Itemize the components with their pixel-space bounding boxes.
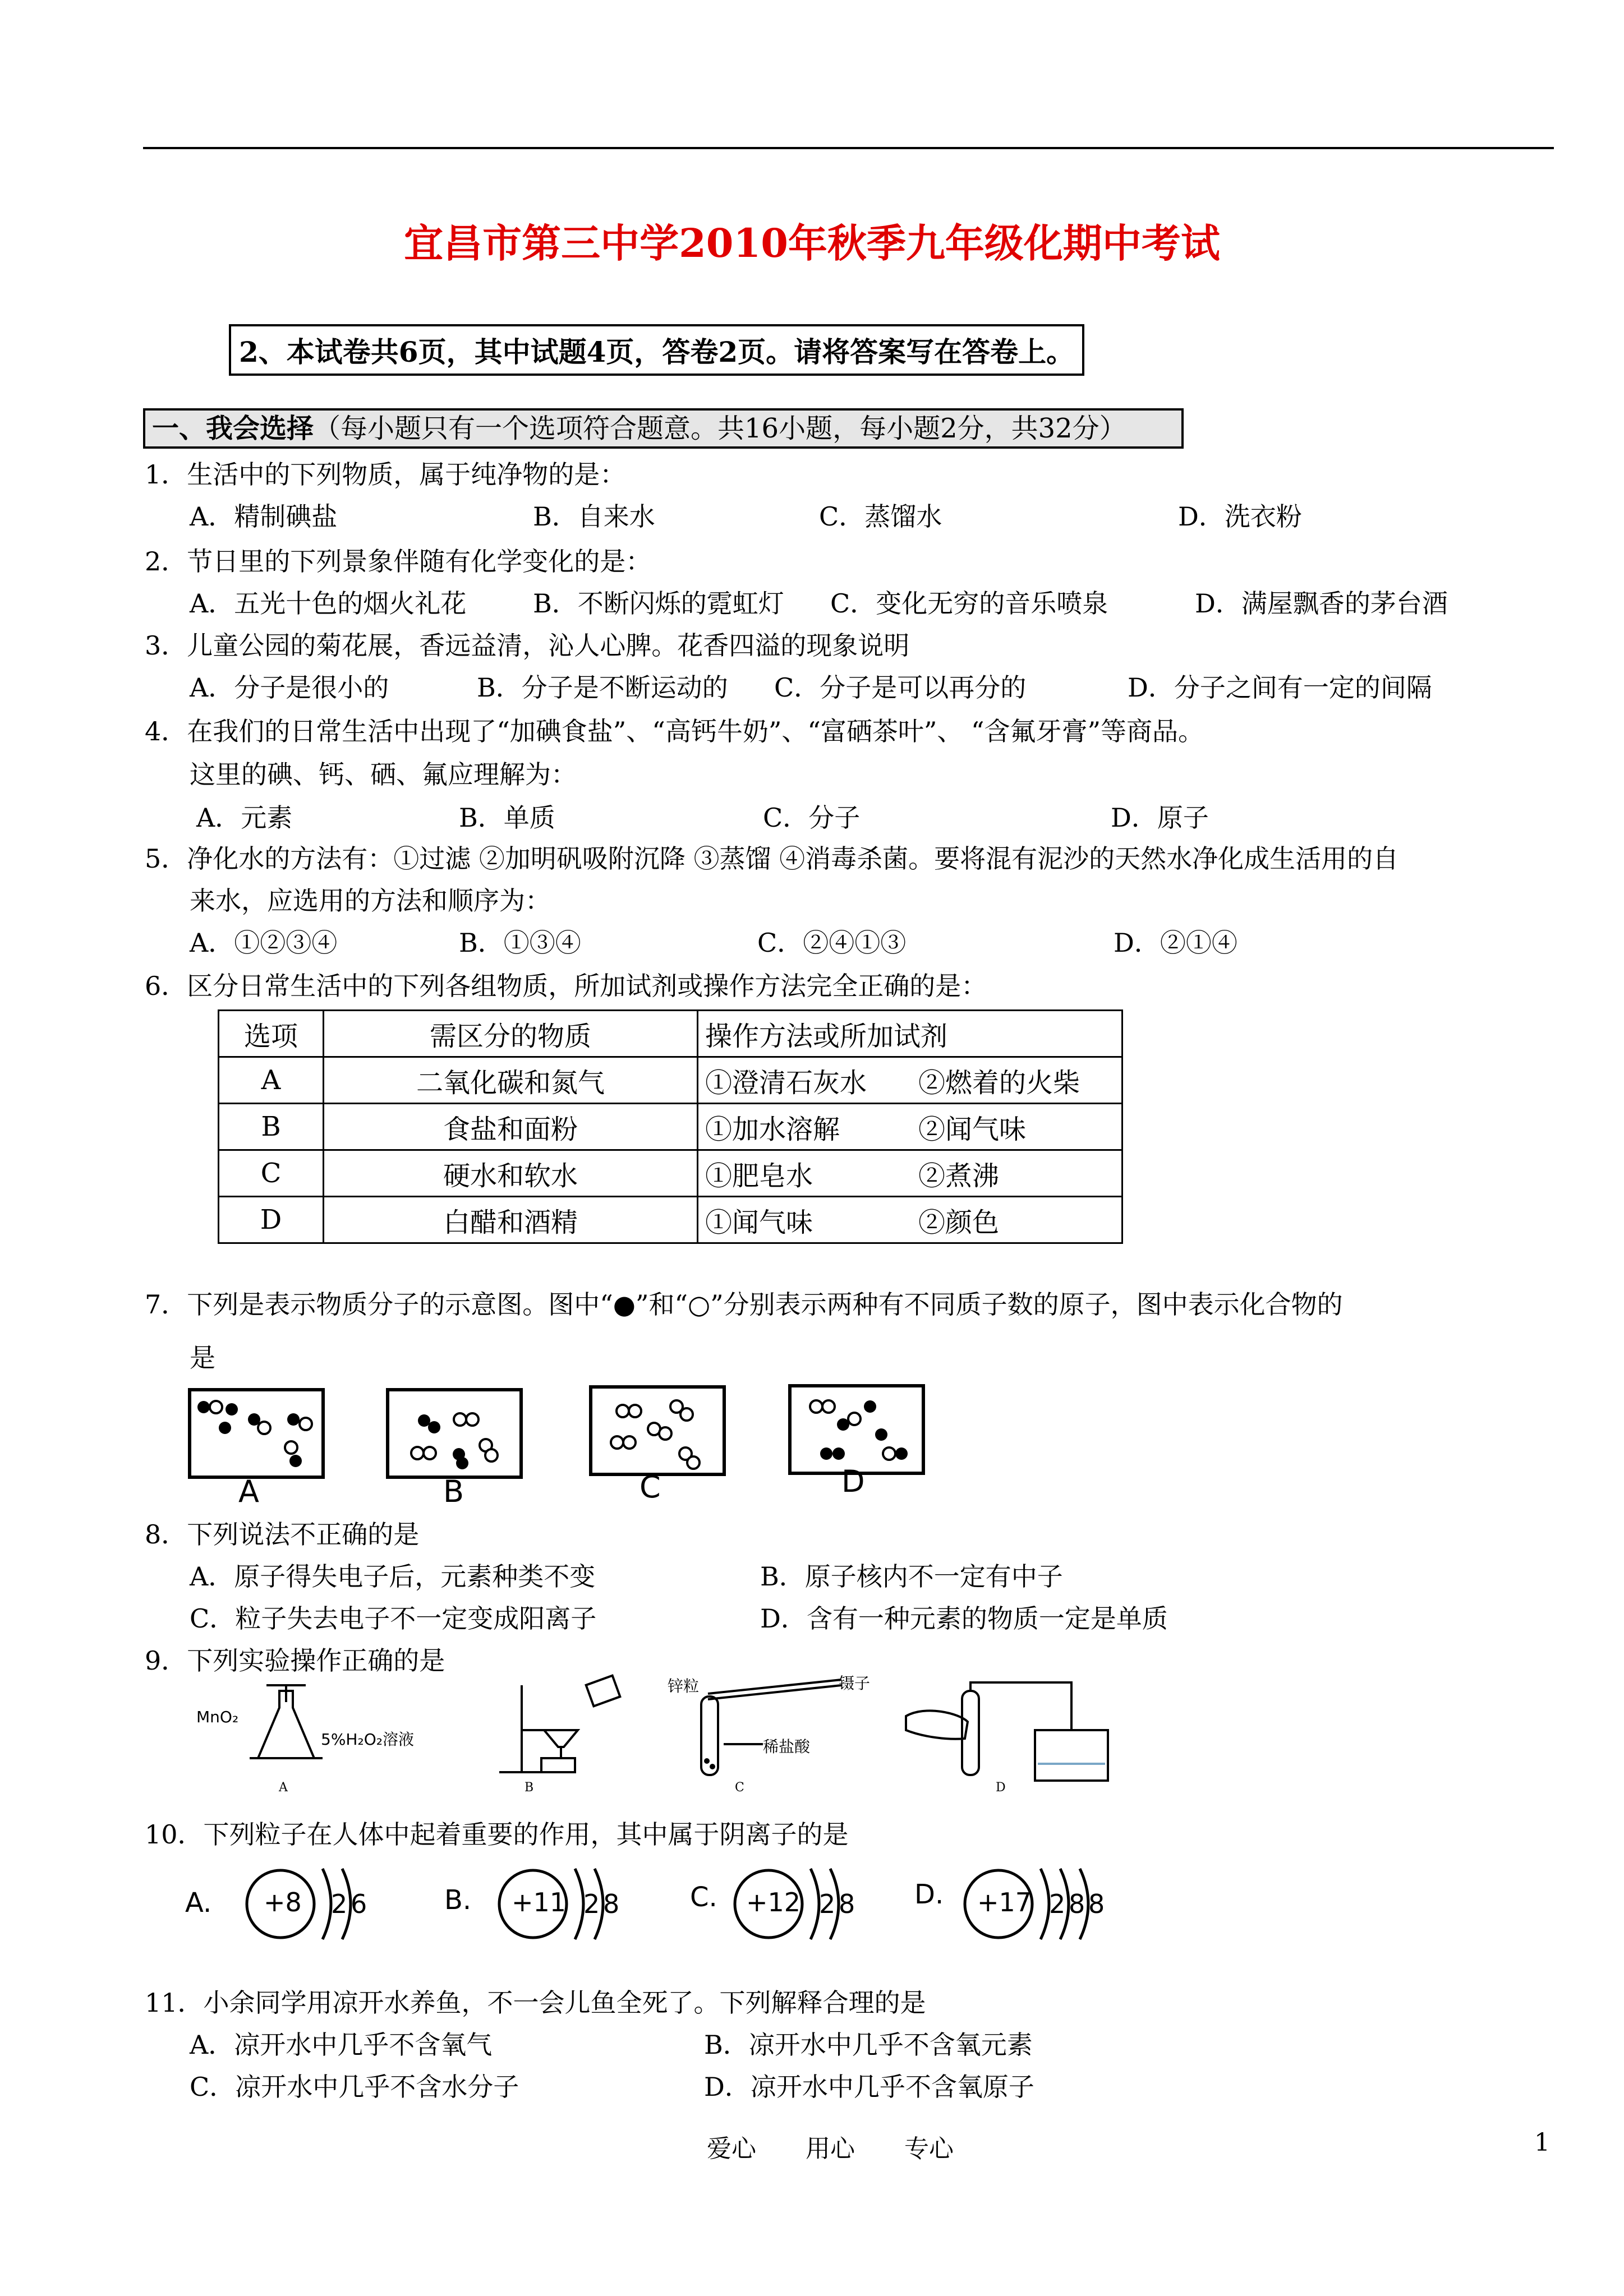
method-2: ②颜色 (918, 1206, 1000, 1238)
question-2-option-c: C．变化无穷的音乐喷泉 (830, 588, 1108, 619)
acid-label: 稀盐酸 (763, 1737, 811, 1756)
method-1: ①澄清石灰水 (705, 1067, 867, 1099)
question-2-option-a: A．五光十色的烟火礼花 (190, 588, 467, 619)
shell-b-2: 8 (603, 1889, 620, 1919)
table-cell-substances: 硬水和软水 (324, 1150, 698, 1197)
question-11-option-d: D．凉开水中几乎不含氧原子 (704, 2072, 1034, 2102)
atom-structures (185, 1862, 1167, 1946)
table-row (219, 1057, 1122, 1104)
footer-motto: 爱心 用心 专心 (707, 2134, 954, 2163)
molecule-diagram-c (589, 1385, 726, 1476)
table-cell-methods (698, 1150, 1122, 1197)
table-row (219, 1150, 1122, 1197)
tongs-label: 镊子 (839, 1674, 871, 1693)
mno2-label: MnO₂ (196, 1708, 239, 1726)
h2o2-label: 5%H₂O₂溶液 (321, 1730, 414, 1749)
molecule-diagram-c-svg (592, 1389, 723, 1473)
shell-a-2: 6 (351, 1889, 367, 1919)
question-2-option-d: D．满屋飘香的茅台酒 (1195, 588, 1448, 619)
section-heading (143, 408, 1184, 449)
molecule-label-d: D (841, 1464, 865, 1499)
shell-d-1: 2 (1049, 1889, 1066, 1919)
nucleus-c: +12 (746, 1887, 801, 1917)
table-row (219, 1104, 1122, 1150)
header-rule (143, 147, 1554, 149)
question-2-stem: 2．节日里的下列景象伴随有化学变化的是： (145, 546, 652, 577)
question-6-stem: 6．区分日常生活中的下列各组物质，所加试剂或操作方法完全正确的是： (145, 971, 987, 1001)
table-cell-methods (698, 1197, 1122, 1243)
exam-notice-box: 2、本试卷共6页，其中试题4页，答卷2页。请将答案写在答卷上。 (229, 324, 1084, 376)
shell-c-1: 2 (819, 1889, 836, 1919)
table-header-cell: 操作方法或所加试剂 (698, 1011, 1122, 1057)
question-5-option-a: A．①②③④ (190, 928, 338, 958)
table-cell-option: A (219, 1057, 324, 1104)
question-5-option-b: B．①③④ (459, 928, 581, 958)
page-title: 宜昌市第三中学2010年秋季九年级化期中考试 (404, 220, 1220, 266)
question-3-option-c: C．分子是可以再分的 (774, 672, 1027, 703)
molecule-diagram-d (788, 1384, 925, 1475)
question-7-stem-line1: 7．下列是表示物质分子的示意图。图中“●”和“○”分别表示两种有不同质子数的原子，图中表示化合物的 (145, 1289, 1343, 1320)
question-3-stem: 3．儿童公园的菊花展，香远益清，沁人心脾。花香四溢的现象说明 (145, 630, 910, 661)
molecule-diagram-b (386, 1388, 523, 1479)
molecule-diagram-d-svg (792, 1387, 922, 1472)
figure-label-a: A (279, 1781, 288, 1795)
molecule-diagram-a (188, 1388, 325, 1479)
molecule-label-c: C (640, 1469, 661, 1505)
method-1: ①肥皂水 (705, 1160, 813, 1192)
question-4-option-b: B．单质 (459, 803, 555, 833)
nucleus-d: +17 (977, 1887, 1032, 1917)
table-cell-option: D (219, 1197, 324, 1243)
question-4-option-d: D．原子 (1111, 803, 1209, 833)
question-4-option-a: A．元素 (196, 803, 293, 833)
question-11-stem: 11．小余同学用凉开水养鱼，不一会儿鱼全死了。下列解释合理的是 (145, 1988, 926, 2018)
molecule-label-b: B (443, 1474, 464, 1509)
shell-c-2: 8 (839, 1889, 855, 1919)
shell-a-1: 2 (331, 1889, 348, 1919)
question-11-option-a: A．凉开水中几乎不含氧气 (190, 2030, 493, 2060)
table-cell-methods (698, 1104, 1122, 1150)
method-2: ②闻气味 (918, 1113, 1027, 1145)
table-cell-substances: 食盐和面粉 (324, 1104, 698, 1150)
table-header-cell: 需区分的物质 (324, 1011, 698, 1057)
question-4-stem-line1: 4．在我们的日常生活中出现了“加碘食盐”、“高钙牛奶”、“富硒茶叶”、 “含氟牙膏”等商品。 (145, 716, 1204, 746)
lab-figures (196, 1674, 1234, 1797)
method-1: ①闻气味 (705, 1206, 813, 1238)
question-5-option-d: D．②①④ (1114, 928, 1237, 958)
question-1-option-c: C．蒸馏水 (819, 501, 942, 532)
question-8-option-c: C．粒子失去电子不一定变成阳离子 (190, 1603, 597, 1634)
section-description: （每小题只有一个选项符合题意。共16小题，每小题2分，共32分） (314, 413, 1126, 444)
question-3-option-b: B．分子是不断运动的 (477, 672, 728, 703)
question-8-option-d: D．含有一种元素的物质一定是单质 (760, 1603, 1168, 1634)
question-7-stem-line2: 是 (190, 1343, 215, 1373)
question-11-option-b: B．凉开水中几乎不含氧元素 (704, 2030, 1033, 2060)
question-4-option-c: C．分子 (763, 803, 861, 833)
question-5-stem-line1: 5．净化水的方法有：①过滤 ②加明矾吸附沉降 ③蒸馏 ④消毒杀菌。要将混有泥沙的天然水净化成生活用的自 (145, 843, 1399, 874)
question-6-table (218, 1009, 1123, 1244)
question-1-option-a: A．精制碘盐 (190, 501, 338, 532)
method-2: ②燃着的火柴 (918, 1067, 1080, 1099)
table-cell-option: C (219, 1150, 324, 1197)
atom-label-b: B. (444, 1884, 472, 1916)
question-1-stem: 1．生活中的下列物质，属于纯净物的是： (145, 459, 626, 490)
table-header-row (219, 1011, 1122, 1057)
question-10-stem: 10．下列粒子在人体中起着重要的作用，其中属于阴离子的是 (145, 1819, 849, 1850)
question-3-option-a: A．分子是很小的 (190, 672, 389, 703)
molecule-diagram-a-svg (191, 1391, 321, 1476)
shell-b-1: 2 (583, 1889, 600, 1919)
nucleus-b: +11 (512, 1887, 567, 1917)
table-cell-methods (698, 1057, 1122, 1104)
table-header-cell: 选项 (219, 1011, 324, 1057)
question-3-option-d: D．分子之间有一定的间隔 (1128, 672, 1432, 703)
question-1-option-d: D．洗衣粉 (1178, 501, 1302, 532)
table-cell-substances: 二氧化碳和氮气 (324, 1057, 698, 1104)
atom-label-c: C. (690, 1882, 717, 1913)
method-2: ②煮沸 (918, 1160, 1000, 1192)
table-row (219, 1197, 1122, 1243)
shell-d-2: 8 (1069, 1889, 1085, 1919)
zinc-label: 锌粒 (668, 1677, 700, 1695)
nucleus-a: +8 (264, 1887, 302, 1917)
question-9-stem: 9．下列实验操作正确的是 (145, 1645, 445, 1676)
question-2-option-b: B．不断闪烁的霓虹灯 (533, 588, 784, 619)
molecule-label-a: A (238, 1474, 259, 1509)
question-8-option-a: A．原子得失电子后，元素种类不变 (190, 1561, 596, 1592)
page-number: 1 (1534, 2128, 1550, 2157)
question-5-stem-line2: 来水，应选用的方法和顺序为： (190, 886, 551, 916)
question-5-option-c: C．②④①③ (757, 928, 907, 958)
question-8-option-b: B．原子核内不一定有中子 (760, 1561, 1063, 1592)
table-cell-substances: 白醋和酒精 (324, 1197, 698, 1243)
figure-label-d: D (996, 1781, 1006, 1795)
question-11-option-c: C．凉开水中几乎不含水分子 (190, 2072, 519, 2102)
table-cell-option: B (219, 1104, 324, 1150)
figure-label-c: C (735, 1781, 744, 1795)
question-4-stem-line2: 这里的碘、钙、硒、氟应理解为： (190, 759, 577, 790)
molecule-diagram-b-svg (389, 1391, 519, 1476)
atom-label-a: A. (185, 1887, 212, 1919)
atom-label-d: D. (914, 1879, 944, 1910)
section-label: 一、我会选择 (152, 413, 314, 444)
method-1: ①加水溶解 (705, 1113, 840, 1145)
figure-label-b: B (525, 1781, 534, 1795)
shell-d-3: 8 (1088, 1889, 1105, 1919)
question-1-option-b: B．自来水 (533, 501, 655, 532)
question-8-stem: 8．下列说法不正确的是 (145, 1519, 420, 1550)
